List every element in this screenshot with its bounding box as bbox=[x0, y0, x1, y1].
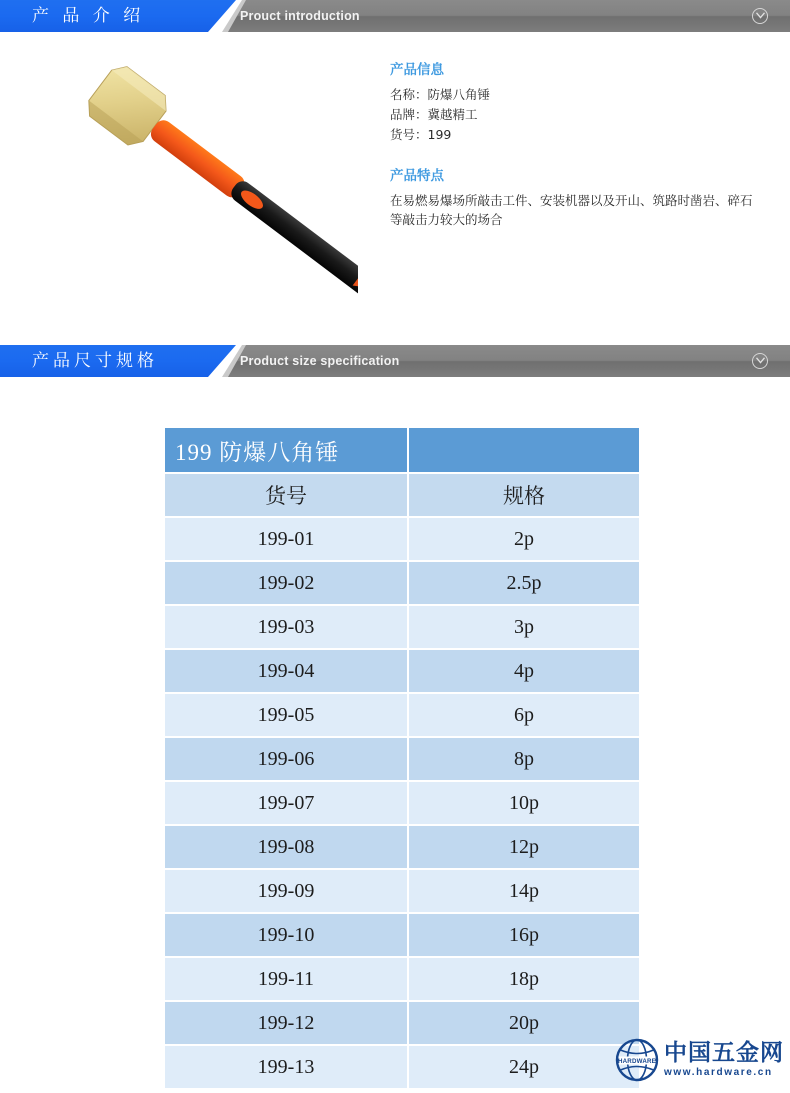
cell-spec: 2p bbox=[409, 518, 639, 562]
cell-code: 199-10 bbox=[165, 914, 409, 958]
table-row bbox=[165, 738, 639, 782]
cell-code: 199-09 bbox=[165, 870, 409, 914]
table-row bbox=[165, 562, 639, 606]
cell-spec: 8p bbox=[409, 738, 639, 782]
table-row bbox=[165, 1046, 639, 1088]
section-title-en-1: Prouct introduction bbox=[240, 9, 360, 23]
cell-spec: 18p bbox=[409, 958, 639, 1002]
cell-spec: 3p bbox=[409, 606, 639, 650]
section-header-product-introduction bbox=[0, 0, 790, 32]
cell-spec: 16p bbox=[409, 914, 639, 958]
table-row bbox=[165, 826, 639, 870]
svg-text:HARDWARE: HARDWARE bbox=[617, 1058, 657, 1065]
cell-spec: 6p bbox=[409, 694, 639, 738]
watermark-url: www.hardware.cn bbox=[664, 1067, 773, 1078]
product-features-heading: 产品特点 bbox=[390, 168, 444, 184]
product-attribute-name: 名称：防爆八角锤 bbox=[390, 87, 491, 102]
product-attribute-brand: 品牌：冀越精工 bbox=[390, 107, 478, 122]
product-photo bbox=[8, 55, 358, 305]
chevron-down-icon[interactable] bbox=[752, 8, 768, 24]
table-row bbox=[165, 870, 639, 914]
section-title-cn-2: 产品尺寸规格 bbox=[32, 351, 158, 371]
site-watermark bbox=[614, 1034, 786, 1086]
cell-spec: 2.5p bbox=[409, 562, 639, 606]
cell-code: 199-04 bbox=[165, 650, 409, 694]
table-row bbox=[165, 782, 639, 826]
watermark-text bbox=[664, 1041, 784, 1079]
cell-spec: 14p bbox=[409, 870, 639, 914]
cell-code: 199-03 bbox=[165, 606, 409, 650]
cell-code: 199-08 bbox=[165, 826, 409, 870]
cell-code: 199-12 bbox=[165, 1002, 409, 1046]
cell-spec: 12p bbox=[409, 826, 639, 870]
cell-spec: 24p bbox=[409, 1046, 639, 1088]
table-row bbox=[165, 694, 639, 738]
product-info-block bbox=[390, 58, 770, 229]
chevron-down-icon[interactable] bbox=[752, 353, 768, 369]
cell-code: 199-01 bbox=[165, 518, 409, 562]
table-title: 199 防爆八角锤 bbox=[165, 428, 409, 474]
globe-hardware-icon bbox=[614, 1037, 660, 1083]
section-title-cn-1: 产 品 介 绍 bbox=[32, 6, 145, 26]
table-row bbox=[165, 958, 639, 1002]
table-row bbox=[165, 518, 639, 562]
table-header-row bbox=[165, 474, 639, 518]
cell-code: 199-07 bbox=[165, 782, 409, 826]
column-header-code: 货号 bbox=[165, 474, 409, 518]
column-header-spec: 规格 bbox=[409, 474, 639, 518]
product-features-text: 在易燃易爆场所敲击工件、安装机器以及开山、筑路时凿岩、碎石等敲击力较大的场合 bbox=[390, 193, 753, 227]
table-row bbox=[165, 914, 639, 958]
table-title-row bbox=[165, 428, 639, 474]
table-title-blank bbox=[409, 428, 639, 474]
cell-spec: 10p bbox=[409, 782, 639, 826]
section-header-size-specification bbox=[0, 345, 790, 377]
cell-code: 199-06 bbox=[165, 738, 409, 782]
table-row bbox=[165, 650, 639, 694]
spec-table-body bbox=[165, 428, 639, 1088]
table-row bbox=[165, 1002, 639, 1046]
product-info-heading: 产品信息 bbox=[390, 62, 444, 78]
product-attribute-code: 货号：199 bbox=[390, 127, 452, 142]
spec-table bbox=[165, 428, 639, 1088]
table-row bbox=[165, 606, 639, 650]
cell-spec: 4p bbox=[409, 650, 639, 694]
cell-code: 199-05 bbox=[165, 694, 409, 738]
watermark-brand-cn: 中国五金网 bbox=[664, 1040, 784, 1066]
cell-code: 199-13 bbox=[165, 1046, 409, 1088]
cell-spec: 20p bbox=[409, 1002, 639, 1046]
section-title-en-2: Product size specification bbox=[240, 354, 400, 368]
cell-code: 199-11 bbox=[165, 958, 409, 1002]
cell-code: 199-02 bbox=[165, 562, 409, 606]
